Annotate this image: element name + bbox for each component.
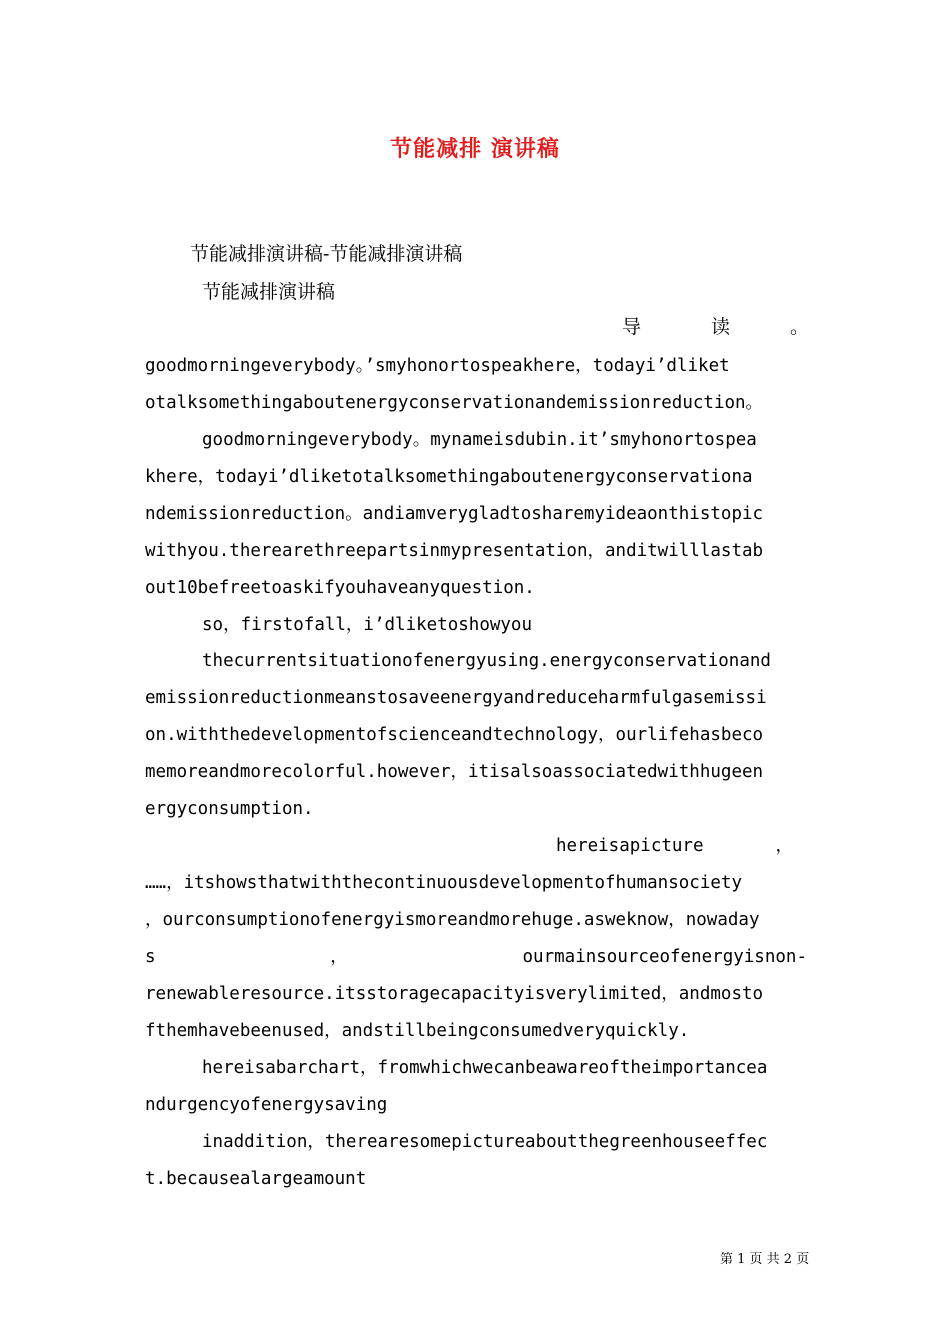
subtitle-line-2: 节能减排演讲稿	[202, 281, 336, 303]
document-title: 节能减排 演讲稿	[390, 136, 560, 162]
justified-line	[145, 945, 807, 969]
body-line: goodmorningeverybody。’smyhonortospeakhere，todayi’dliket	[145, 356, 730, 376]
body-line: withyou.therearethreepartsinmypresentation，anditwilllastab	[145, 541, 764, 561]
body-line: emissionreductionmeanstosaveenergyandreduceharmfulgasemissi	[145, 688, 767, 708]
body-line: inaddition，therearesomepictureaboutthegreenhouseeffec	[202, 1132, 768, 1152]
body-line: ndurgencyofenergysaving	[145, 1095, 388, 1115]
body-line: ergyconsumption.	[145, 799, 314, 819]
picture-line	[556, 834, 807, 858]
line-fragment: ourmainsourceofenergyisnon-	[522, 947, 807, 967]
body-line: otalksomethingaboutenergyconservationandemissionreduction。	[145, 393, 764, 413]
body-line: hereisabarchart，fromwhichwecanbeawareoftheimportancea	[202, 1058, 768, 1078]
body-line: ……，itshowsthatwiththecontinuousdevelopmentofhumansociety	[145, 873, 742, 893]
body-line: khere，todayi’dliketotalksomethingaboutenergyconservationa	[145, 467, 753, 487]
body-line: thecurrentsituationofenergyusing.energyconservationand	[202, 651, 771, 671]
body-line: t.becausealargeamount	[145, 1169, 367, 1189]
body-line: on.withthedevelopmentofscienceandtechnology，ourlifehasbeco	[145, 725, 764, 745]
daodu-char-2: 读	[711, 316, 731, 338]
line-fragment: s	[145, 947, 156, 967]
daodu-char-3: 。	[790, 316, 810, 338]
body-line: fthemhavebeenused，andstillbeingconsumedveryquickly.	[145, 1021, 690, 1041]
picture-text: hereisapicture	[556, 836, 704, 856]
body-line: out10befreetoaskifyouhaveanyquestion.	[145, 578, 535, 598]
body-line: so，firstofall，i’dliketoshowyou	[202, 615, 533, 635]
body-line: goodmorningeverybody。mynameisdubin.it’smyhonortospea	[202, 430, 757, 450]
body-line: renewableresource.itsstoragecapacityisverylimited，andmosto	[145, 984, 764, 1004]
body-line: memoreandmorecolorful.however，itisalsoassociatedwithhugeen	[145, 762, 764, 782]
daodu-heading	[622, 315, 822, 339]
page-footer: 第 1 页 共 2 页	[720, 1252, 810, 1267]
body-line: ，ourconsumptionofenergyismoreandmorehuge.asweknow，nowaday	[145, 910, 760, 930]
daodu-char-1: 导	[622, 316, 642, 338]
line-fragment: ，	[330, 947, 348, 967]
subtitle-line: 节能减排演讲稿-节能减排演讲稿	[190, 243, 463, 265]
body-line: ndemissionreduction。andiamverygladtosharemyideaonthistopic	[145, 504, 764, 524]
picture-comma: ，	[775, 836, 794, 856]
